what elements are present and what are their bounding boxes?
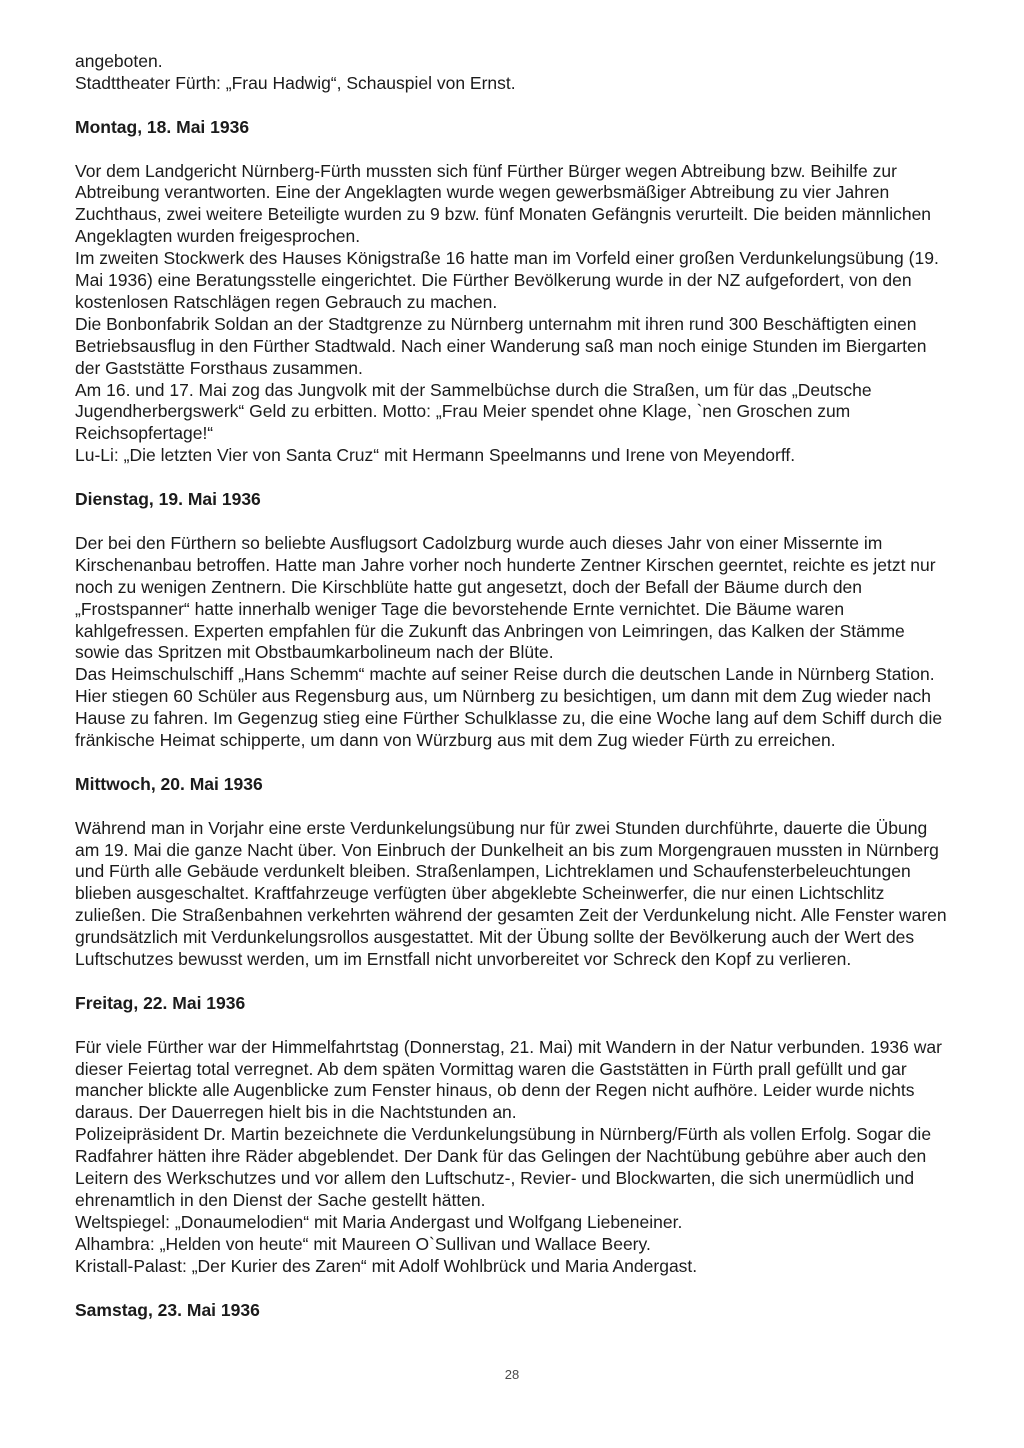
paragraph: Kristall-Palast: „Der Kurier des Zaren“ mit Adolf Wohlbrück und Maria Andergast. <box>75 1255 698 1276</box>
blank-line <box>75 1278 953 1300</box>
paragraph: Für viele Fürther war der Himmelfahrtstag (Donnerstag, 21. Mai) mit Wandern in der Natur verbunden. 1936 war dieser Feiertag total verregnet. Ab dem späten Vormittag waren die Gaststätten in Fürth prall gefüllt und gar mancher blickte alle Augenblicke zum Fenster hinaus, ob denn der Regen nicht aufhöre. Leider wurde nichts daraus. Der Dauerregen hielt bis in die Nachtstunden an. <box>75 1036 942 1123</box>
blank-line <box>75 95 953 117</box>
chronicle-text-body <box>75 51 953 1321</box>
section-heading: Dienstag, 19. Mai 1936 <box>75 489 261 510</box>
paragraph: Im zweiten Stockwerk des Hauses Königstraße 16 hatte man im Vorfeld einer großen Verdunkelungsübung (19. Mai 1936) eine Beratungsstelle eingerichtet. Die Fürther Bevölkerung wurde in der NZ aufgefordert, von den kostenlosen Ratschlägen regen Gebrauch zu machen. <box>75 248 939 312</box>
blank-line <box>75 796 953 818</box>
paragraph: Vor dem Landgericht Nürnberg-Fürth mussten sich fünf Fürther Bürger wegen Abtreibung bzw. Beihilfe zur Abtreibung verantworten. Eine der Angeklagten wurde wegen gewerbsmäßiger Abtreibung zu vier Jahren Zuchthaus, zwei weitere Beteiligte wurden zu 9 bzw. fünf Monaten Gefängnis verurteilt. Die beiden männlichen Angeklagten wurden freigesprochen. <box>75 160 932 247</box>
paragraph: Die Bonbonfabrik Soldan an der Stadtgrenze zu Nürnberg unternahm mit ihren rund 300 Beschäftigten einen Betriebsausflug in den Fürther Stadtwald. Nach einer Wanderung saß man noch einige Stunden im Biergarten der Gaststätte Forsthaus zusammen. <box>75 313 927 378</box>
section-heading: Samstag, 23. Mai 1936 <box>75 1299 260 1320</box>
page-number: 28 <box>504 1367 520 1382</box>
paragraph: Am 16. und 17. Mai zog das Jungvolk mit der Sammelbüchse durch die Straßen, um für das „Deutsche Jugendherbergswerk“ Geld zu erbitten. Motto: „Frau Meier spendet ohne Klage, `nen Groschen zum Reichsopfertage!“ <box>75 379 872 444</box>
paragraph: Das Heimschulschiff „Hans Schemm“ machte auf seiner Reise durch die deutschen Lande in Nürnberg Station. Hier stiegen 60 Schüler aus Regensburg aus, um Nürnberg zu besichtigen, um dann mit dem Zug wieder nach Hause zu fahren. Im Gegenzug stieg eine Fürther Schulklasse zu, die eine Woche lang auf dem Schiff durch die fränkische Heimat schipperte, um dann von Würzburg aus mit dem Zug wieder Fürth zu erreichen. <box>75 664 943 751</box>
paragraph: Während man in Vorjahr eine erste Verdunkelungsübung nur für zwei Stunden durchführte, dauerte die Übung am 19. Mai die ganze Nacht über. Von Einbruch der Dunkelheit an bis zum Morgengrauen mussten in Nürnberg und Fürth alle Gebäude verdunkelt bleiben. Straßenlampen, Lichtreklamen und Schaufensterbeleuchtungen blieben ausgeschaltet. Kraftfahrzeuge verfügten über abgeklebte Scheinwerfer, die nur einen Lichtschlitz zuließen. Die Straßenbahnen verkehrten während der gesamten Zeit der Verdunkelung nicht. Alle Fenster waren grundsätzlich mit Verdunkelungsrollos ausgestattet. Mit der Übung sollte der Bevölkerung auch der Wert des Luftschutzes bewusst werden, um im Ernstfall nicht unvorbereitet vor Schreck den Kopf zu verlieren. <box>75 817 947 970</box>
section-heading: Mittwoch, 20. Mai 1936 <box>75 773 263 794</box>
blank-line <box>75 139 953 161</box>
blank-line <box>75 752 953 774</box>
paragraph: Der bei den Fürthern so beliebte Ausflugsort Cadolzburg wurde auch dieses Jahr von einer Missernte im Kirschenanbau betroffen. Hatte man Jahre vorher noch hunderte Zentner Kirschen geerntet, reichte es jetzt nur noch zu wenigen Zentnern. Die Kirschblüte hatte gut angesetzt, doch der Befall der Bäume durch den „Frostspanner“ hatte innerhalb weniger Tage die bevorstehende Ernte vernichtet. Die Bäume waren kahlgefressen. Experten empfahlen für die Zukunft das Anbringen von Leimringen, das Kalken der Stämme sowie das Spritzen mit Obstbaumkarbolineum nach der Blüte. <box>75 532 936 663</box>
intro-paragraph: angeboten. <box>75 51 163 71</box>
section-heading: Freitag, 22. Mai 1936 <box>75 992 246 1013</box>
blank-line <box>75 467 953 489</box>
intro-paragraph: Stadttheater Fürth: „Frau Hadwig“, Schauspiel von Ernst. <box>75 72 516 93</box>
paragraph: Alhambra: „Helden von heute“ mit Maureen O`Sullivan und Wallace Beery. <box>75 1233 651 1254</box>
blank-line <box>75 1015 953 1037</box>
paragraph: Lu-Li: „Die letzten Vier von Santa Cruz“ mit Hermann Speelmanns und Irene von Meyendorff. <box>75 445 796 466</box>
section-heading: Montag, 18. Mai 1936 <box>75 116 250 137</box>
blank-line <box>75 511 953 533</box>
blank-line <box>75 971 953 993</box>
paragraph: Weltspiegel: „Donaumelodien“ mit Maria Andergast und Wolfgang Liebeneiner. <box>75 1211 683 1232</box>
paragraph: Polizeipräsident Dr. Martin bezeichnete die Verdunkelungsübung in Nürnberg/Fürth als vollen Erfolg. Sogar die Radfahrer hätten ihre Räder abgeblendet. Der Dank für das Gelingen der Nachtübung gebühre aber auch den Leitern des Werkschutzes und vor allem den Luftschutz-, Revier- und Blockwarten, die sich unermüdlich und ehrenamtlich in den Dienst der Sache gestellt hätten. <box>75 1124 932 1210</box>
